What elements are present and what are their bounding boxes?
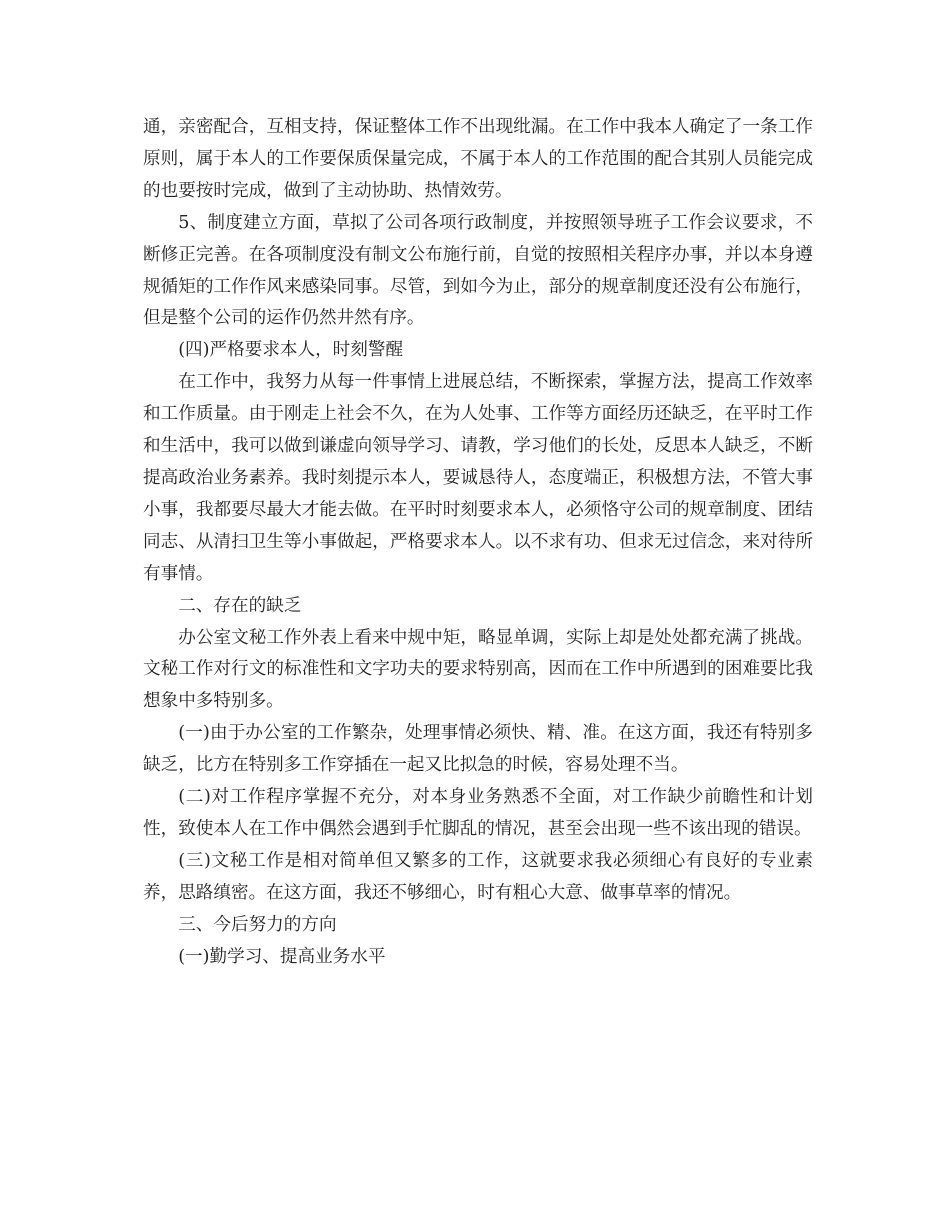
subheading-4: (四)严格要求本人，时刻警醒: [178, 340, 404, 361]
section-heading-3: 三、今后努力的方向: [178, 914, 337, 935]
paragraph-continuation: 通，亲密配合，互相支持，保证整体工作不出现纰漏。在工作中我本人确定了一条工作原则，属于本人的工作要保质保量完成，不属于本人的工作范围的配合其别人员能完成的也要按时完成，做到了主动协助、热情效劳。: [143, 117, 813, 201]
paragraph-shortcoming-1: (一)由于办公室的工作繁杂，处理事情必须快、精、准。在这方面，我还有特别多缺乏，比方在特别多工作穿插在一起又比拟急的时候，容易处理不当。: [143, 723, 813, 776]
section-heading-2: 二、存在的缺乏: [178, 595, 302, 616]
paragraph-shortcoming-2: (二)对工作程序掌握不充分，对本身业务熟悉不全面，对工作缺少前瞻性和计划性，致使本人在工作中偶然会遇到手忙脚乱的情况，甚至会出现一些不该出现的错误。: [143, 787, 813, 839]
paragraph-item-5: 5、制度建立方面，草拟了公司各项行政制度，并按照领导班子工作会议要求，不断修正完善。在各项制度没有制文公布施行前，自觉的按照相关程序办事，并以本身遵规循矩的工作作风来感染同事。尽管，到如今为止，部分的规章制度还没有公布施行，但是整个公司的运作仍然井然有序。: [143, 212, 813, 329]
document-page: [143, 112, 813, 973]
paragraph-self-discipline: 在工作中，我努力从每一件事情上进展总结，不断探索，掌握方法，提高工作效率和工作质量。由于刚走上社会不久，在为人处事、工作等方面经历还缺乏，在平时工作和生活中，我可以做到谦虚向领导学习、请教，学习他们的长处，反思本人缺乏，不断提高政治业务素养。我时刻提示本人，要诚恳待人，态度端正，积极想方法，不管大事小事，我都要尽最大才能去做。在平时时刻要求本人，必须恪守公司的规章制度、团结同志、从清扫卫生等小事做起，严格要求本人。以不求有功、但求无过信念，来对待所有事情。: [143, 372, 813, 584]
paragraph-shortcoming-3: (三)文秘工作是相对简单但又繁多的工作，这就要求我必须细心有良好的专业素养，思路缜密。在这方面，我还不够细心，时有粗心大意、做事草率的情况。: [143, 850, 813, 903]
subheading-1: (一)勤学习、提高业务水平: [178, 946, 386, 967]
paragraph-shortcomings-intro: 办公室文秘工作外表上看来中规中矩，略显单调，实际上却是处处都充满了挑战。文秘工作对行文的标准性和文字功夫的要求特别高，因而在工作中所遇到的困难要比我想象中多特别多。: [143, 627, 813, 712]
